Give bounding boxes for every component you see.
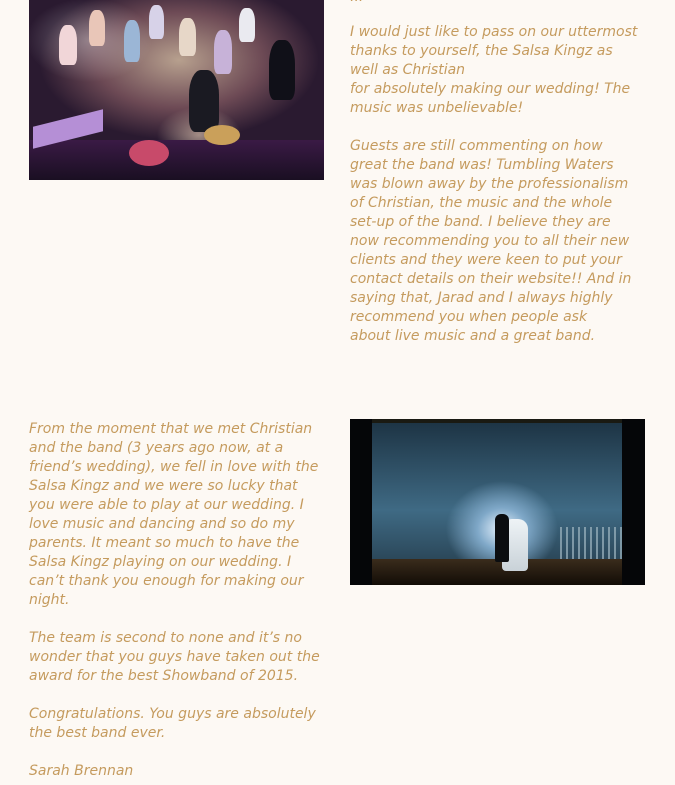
testimonial-2-paragraph-2: The team is second to none and it’s no wonder that you guys have taken out the award for the best Showband of 2015. <box>29 630 320 684</box>
wedding-couple-night-photo <box>350 419 645 585</box>
testimonial-2-signature: Sarah Brennan <box>29 763 134 779</box>
testimonial-1-paragraph-1: I would just like to pass on our uttermost thanks to yourself, the Salsa Kingz as well as Christian for absolutely making our wedding! The music was unbelievable! <box>350 24 638 116</box>
testimonial-1-paragraph-2: Guests are still commenting on how great the band was! Tumbling Waters was blown away by the professionalism of Christian, the music and the whole set-up of the band. I believe they are now recommending you to all their new clients and they were keen to put your contact details on their website!! And in saying that, Jarad and I always highly recommend you when people ask about live music and a great band. <box>350 138 632 344</box>
band-dance-floor-photo <box>29 0 324 180</box>
testimonial-1-fragment <box>350 0 650 7</box>
testimonial-2-paragraph-3: Congratulations. You guys are absolutely the best band ever. <box>29 706 316 741</box>
testimonial-2-paragraph-1: From the moment that we met Christian and the band (3 years ago now, at a friend’s wedding), we fell in love with the Salsa Kingz and we were so lucky that you were able to play at our wedding. I love music and dancing and so do my parents. It meant so much to have the Salsa Kingz playing on our wedding. I can’t thank you enough for making our night. <box>29 421 319 608</box>
